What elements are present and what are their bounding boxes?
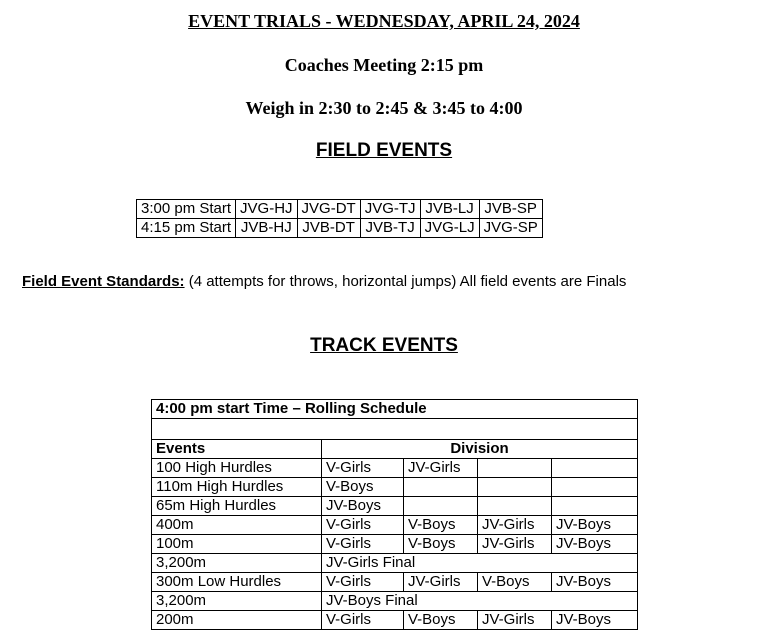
track-division-cell xyxy=(552,478,638,497)
track-row xyxy=(152,478,638,497)
track-row xyxy=(152,535,638,554)
track-row xyxy=(152,592,638,611)
field-row xyxy=(137,219,543,238)
track-event-name: 110m High Hurdles xyxy=(152,478,322,497)
coaches-meeting-text: Coaches Meeting 2:15 pm xyxy=(284,55,484,75)
track-row xyxy=(152,516,638,535)
page-title: EVENT TRIALS - WEDNESDAY, APRIL 24, 2024 xyxy=(188,11,580,31)
track-event-name: 400m xyxy=(152,516,322,535)
track-row xyxy=(152,611,638,630)
field-event-cell: JVG-HJ xyxy=(236,200,298,219)
track-division-cell: V-Girls xyxy=(322,573,404,592)
field-event-cell: JVB-SP xyxy=(479,200,542,219)
track-event-name: 65m High Hurdles xyxy=(152,497,322,516)
track-division-cell: JV-Girls xyxy=(478,535,552,554)
track-division-cell: V-Girls xyxy=(322,459,404,478)
field-event-standards xyxy=(22,273,626,290)
track-division-cell: V-Boys xyxy=(404,535,478,554)
track-row xyxy=(152,573,638,592)
track-division-cell xyxy=(404,478,478,497)
field-event-cell: JVG-SP xyxy=(479,219,542,238)
spacer-row xyxy=(152,419,638,440)
track-division-cell xyxy=(478,478,552,497)
field-events-table xyxy=(136,199,543,238)
events-header: Events xyxy=(152,440,322,459)
weigh-in-text: Weigh in 2:30 to 2:45 & 3:45 to 4:00 xyxy=(245,98,523,118)
track-division-cell: V-Girls xyxy=(322,611,404,630)
track-division-cell: V-Boys xyxy=(478,573,552,592)
track-division-cell: V-Boys xyxy=(404,611,478,630)
track-event-name: 100m xyxy=(152,535,322,554)
field-event-cell: JVG-TJ xyxy=(360,200,420,219)
field-event-cell: JVB-LJ xyxy=(420,200,479,219)
track-event-name: 200m xyxy=(152,611,322,630)
track-division-cell xyxy=(404,497,478,516)
track-event-name: 3,200m xyxy=(152,592,322,611)
track-event-name: 100 High Hurdles xyxy=(152,459,322,478)
track-division-cell: V-Girls xyxy=(322,535,404,554)
field-events-heading: FIELD EVENTS xyxy=(315,140,453,161)
field-event-cell: JVG-LJ xyxy=(420,219,479,238)
track-division-cell: JV-Boys xyxy=(322,497,404,516)
track-division-cell xyxy=(552,459,638,478)
schedule-title: 4:00 pm start Time – Rolling Schedule xyxy=(152,400,638,419)
track-division-cell: JV-Girls xyxy=(478,611,552,630)
track-division-cell xyxy=(478,459,552,478)
track-division-cell xyxy=(552,497,638,516)
field-start-time: 4:15 pm Start xyxy=(137,219,236,238)
field-start-time: 3:00 pm Start xyxy=(137,200,236,219)
field-event-cell: JVB-HJ xyxy=(236,219,298,238)
track-division-cell: JV-Boys xyxy=(552,611,638,630)
track-events-heading: TRACK EVENTS xyxy=(310,335,458,356)
track-division-cell: JV-Boys xyxy=(552,535,638,554)
column-header-row xyxy=(152,440,638,459)
track-division-cell: V-Boys xyxy=(322,478,404,497)
track-division-cell: JV-Boys xyxy=(552,516,638,535)
track-division-cell: V-Boys xyxy=(404,516,478,535)
track-division-cell: JV-Girls xyxy=(404,459,478,478)
track-event-name: 300m Low Hurdles xyxy=(152,573,322,592)
schedule-title-row xyxy=(152,400,638,419)
field-event-cell: JVB-TJ xyxy=(360,219,420,238)
track-division-final: JV-Boys Final xyxy=(322,592,638,611)
track-events-table xyxy=(151,399,638,630)
track-event-name: 3,200m xyxy=(152,554,322,573)
track-division-cell: JV-Boys xyxy=(552,573,638,592)
spacer-cell xyxy=(152,419,638,440)
track-division-cell: V-Girls xyxy=(322,516,404,535)
division-header: Division xyxy=(322,440,638,459)
standards-text: (4 attempts for throws, horizontal jumps) All field events are Finals xyxy=(184,273,627,290)
track-division-cell xyxy=(478,497,552,516)
track-division-cell: JV-Girls xyxy=(404,573,478,592)
field-event-cell: JVG-DT xyxy=(297,200,360,219)
track-row xyxy=(152,459,638,478)
standards-label: Field Event Standards: xyxy=(22,273,185,290)
track-row xyxy=(152,497,638,516)
track-division-final: JV-Girls Final xyxy=(322,554,638,573)
field-row xyxy=(137,200,543,219)
track-row xyxy=(152,554,638,573)
track-division-cell: JV-Girls xyxy=(478,516,552,535)
field-event-cell: JVB-DT xyxy=(297,219,360,238)
